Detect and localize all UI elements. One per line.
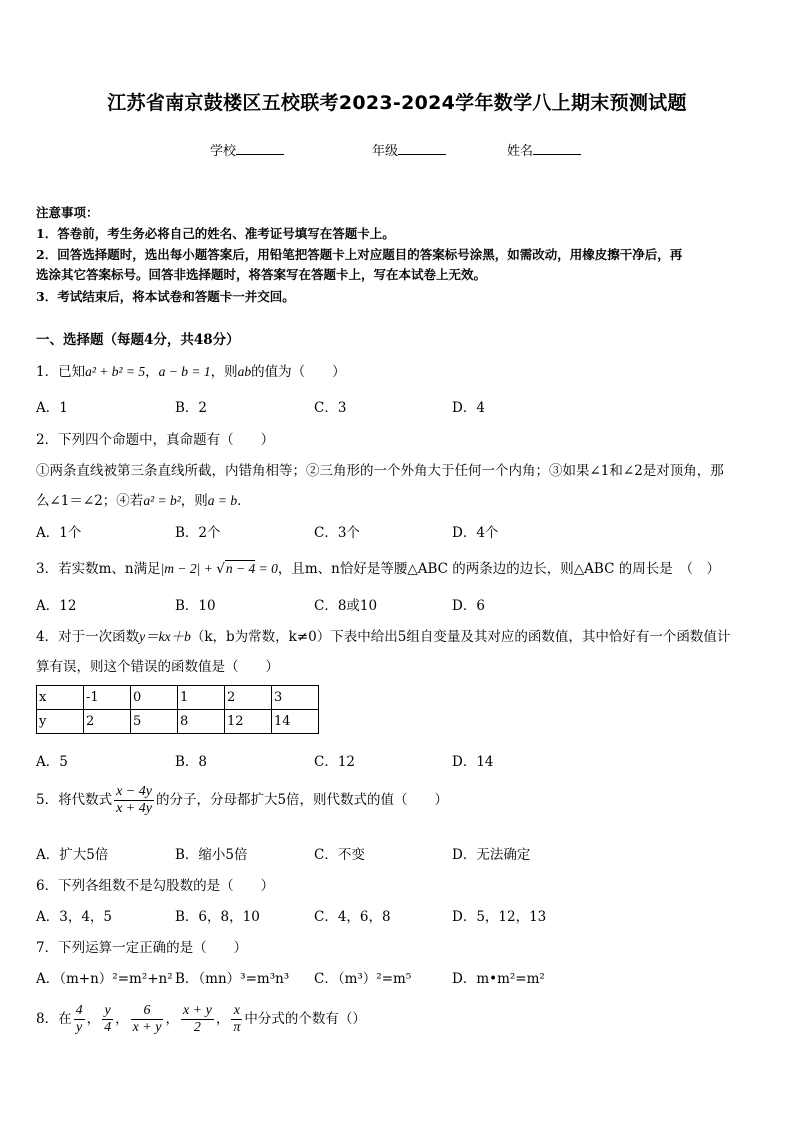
q2-line2-c: ． — [237, 493, 251, 509]
grade-blank — [398, 142, 446, 155]
q8-fraction-1 — [74, 1003, 85, 1036]
q5-fraction — [114, 784, 154, 817]
q8-frac5-numerator: x — [231, 1003, 242, 1020]
school-blank — [236, 142, 284, 155]
q1-suffix-a: ，则 — [210, 364, 238, 380]
table-cell: y — [37, 710, 84, 734]
q8-frac2-numerator: y — [102, 1003, 113, 1020]
q1-sep: ， — [145, 364, 159, 380]
table-cell: 2 — [225, 686, 272, 710]
q8-frac1-denominator: y — [75, 1020, 83, 1035]
school-field — [210, 140, 284, 159]
q8-fraction-3 — [131, 1003, 164, 1036]
name-blank — [533, 142, 581, 155]
table-row — [37, 710, 319, 734]
q8-frac3-denominator: x + y — [132, 1020, 162, 1035]
q5-suffix: 的分子，分母都扩大5倍，则代数式的值（ ） — [155, 792, 449, 808]
q1-prefix: 1．已知 — [36, 364, 86, 380]
question-3 — [36, 557, 720, 577]
notice-item-2-cont: 选涂其它答案标号。回答非选择题时，将答案写在答题卡上，写在本试卷上无效。 — [36, 267, 487, 282]
page-title: 江苏省南京鼓楼区五校联考2023-2024学年数学八上期末预测试题 — [107, 92, 687, 114]
q2-option-d: D．4个 — [452, 525, 499, 541]
q5-option-b: B．缩小5倍 — [175, 847, 248, 863]
q2-line2-b: ，则 — [180, 493, 208, 509]
table-cell: -1 — [84, 686, 131, 710]
q7-option-b: B．（mn）³=m³n³ — [175, 971, 290, 987]
table-cell: 0 — [131, 686, 178, 710]
notice-item-1: 1．答卷前，考生务必将自己的姓名、准考证号填写在答题卡上。 — [36, 226, 395, 241]
q4-line1-a: 4．对于一次函数 — [36, 629, 140, 645]
table-cell: 5 — [131, 710, 178, 734]
q3-abs-expr: |m − 2| + — [160, 561, 217, 576]
q3-radicand: n − 4 — [225, 561, 256, 576]
question-8 — [36, 1003, 366, 1036]
q1-suffix-b: 的值为（ ） — [251, 364, 346, 380]
notice-heading: 注意事项： — [36, 205, 99, 220]
q1-eq1: a² + b² = 5 — [85, 364, 146, 379]
q4-line1-b: （k，b为常数，k≠0）下表中给出5组自变量及其对应的函数值，其中恰好有一个函数值计 — [190, 629, 731, 645]
q5-option-d: D．无法确定 — [452, 847, 531, 863]
q5-frac-numerator: x − 4y — [116, 784, 152, 799]
q8-sep: ， — [86, 1011, 101, 1027]
q4-function: y＝kx＋b — [139, 629, 191, 644]
q8-frac2-denominator: 4 — [104, 1020, 112, 1035]
q1-option-c: C．3 — [314, 400, 347, 416]
table-cell: 14 — [272, 710, 319, 734]
table-cell: 8 — [178, 710, 225, 734]
q2-statements-line1: ①两条直线被第三条直线所截，内错角相等；②三角形的一个外角大于任何一个内角；③如果∠1和∠2是对顶角，那 — [36, 463, 724, 479]
q2-line2-eq: a² = b² — [143, 493, 181, 508]
q8-sep: ， — [165, 1011, 179, 1027]
q5-frac-denominator: x + 4y — [116, 801, 152, 816]
q8-fraction-5 — [231, 1003, 242, 1036]
section-heading: 一、选择题（每题4分，共48分） — [36, 332, 240, 348]
function-value-table — [36, 685, 319, 734]
q2-line2-a: 么∠1＝∠2；④若 — [36, 493, 144, 509]
q3-suffix: ，且m、n恰好是等腰△ABC 的两条边的边长，则△ABC 的周长是 （ ） — [277, 561, 720, 577]
question-2: 2．下列四个命题中，真命题有（ ） — [36, 432, 275, 448]
table-row — [37, 686, 319, 710]
q1-option-a: A．1 — [36, 400, 68, 416]
q8-frac4-numerator: x + y — [182, 1003, 212, 1018]
q6-option-a: A．3，4，5 — [36, 909, 113, 925]
q3-radical-sign: √ — [216, 561, 225, 577]
q8-frac1-numerator: 4 — [75, 1003, 83, 1018]
q5-option-c: C．不变 — [314, 847, 365, 863]
q8-sep: ， — [215, 1011, 230, 1027]
question-6: 6．下列各组数不是勾股数的是（ ） — [36, 878, 275, 894]
name-label: 姓名 — [507, 144, 534, 159]
q1-eq2: a − b = 1 — [158, 364, 211, 379]
q4-option-d: D．14 — [452, 754, 494, 770]
q6-option-d: D．5，12，13 — [452, 909, 547, 925]
q4-option-c: C．12 — [314, 754, 356, 770]
q8-prefix: 8．在 — [36, 1011, 72, 1027]
q3-option-a: A．12 — [36, 598, 77, 614]
q1-option-d: D．4 — [452, 400, 485, 416]
q5-option-a: A．扩大5倍 — [36, 847, 109, 863]
question-4 — [36, 625, 730, 645]
q8-frac5-denominator: π — [233, 1020, 241, 1035]
q8-suffix: 中分式的个数有（） — [244, 1011, 366, 1027]
notice-item-3: 3．考试结束后，将本试卷和答题卡一并交回。 — [36, 289, 295, 304]
q1-option-b: B．2 — [175, 400, 208, 416]
question-1 — [36, 360, 346, 380]
q4-option-b: B．8 — [175, 754, 208, 770]
q7-option-c: C．（m³）²=m⁵ — [314, 971, 412, 987]
q3-option-d: D．6 — [452, 598, 485, 614]
q8-frac3-numerator: 6 — [131, 1003, 164, 1020]
q2-line2-eq2: a = b — [207, 493, 238, 508]
q3-option-c: C．8或10 — [314, 598, 378, 614]
q3-prefix: 3．若实数m、n满足 — [36, 561, 161, 577]
school-label: 学校 — [210, 144, 237, 159]
q2-option-b: B．2个 — [175, 525, 221, 541]
q8-fraction-4 — [181, 1003, 214, 1036]
name-field — [507, 140, 581, 159]
q2-option-a: A．1个 — [36, 525, 82, 541]
grade-field — [372, 140, 446, 159]
q5-prefix: 5．将代数式 — [36, 792, 113, 808]
table-cell: 1 — [178, 686, 225, 710]
table-cell: 12 — [225, 710, 272, 734]
table-cell: 3 — [272, 686, 319, 710]
q2-option-c: C．3个 — [314, 525, 360, 541]
q8-sep: ， — [115, 1011, 129, 1027]
q8-frac4-denominator: 2 — [193, 1020, 201, 1035]
q3-eq-tail: = 0 — [255, 561, 278, 576]
table-cell: x — [37, 686, 84, 710]
q7-option-a: A．（m+n）²=m²+n² — [36, 971, 173, 987]
q8-fraction-2 — [102, 1003, 113, 1036]
q4-option-a: A．5 — [36, 754, 68, 770]
q3-option-b: B．10 — [175, 598, 216, 614]
grade-label: 年级 — [372, 144, 399, 159]
table-cell: 2 — [84, 710, 131, 734]
question-5 — [36, 784, 448, 817]
q7-option-d: D．m•m²=m² — [452, 971, 545, 987]
q6-option-c: C．4，6，8 — [314, 909, 391, 925]
q4-line2: 算有误，则这个错误的函数值是（ ） — [36, 659, 279, 675]
q2-statements-line2 — [36, 489, 251, 509]
notice-item-2: 2．回答选择题时，选出每小题答案后，用铅笔把答题卡上对应题目的答案标号涂黑，如需改动，用橡皮擦干净后，再 — [36, 247, 683, 262]
question-7: 7．下列运算一定正确的是（ ） — [36, 940, 248, 956]
q1-expr: ab — [237, 364, 252, 379]
q6-option-b: B．6，8，10 — [175, 909, 260, 925]
